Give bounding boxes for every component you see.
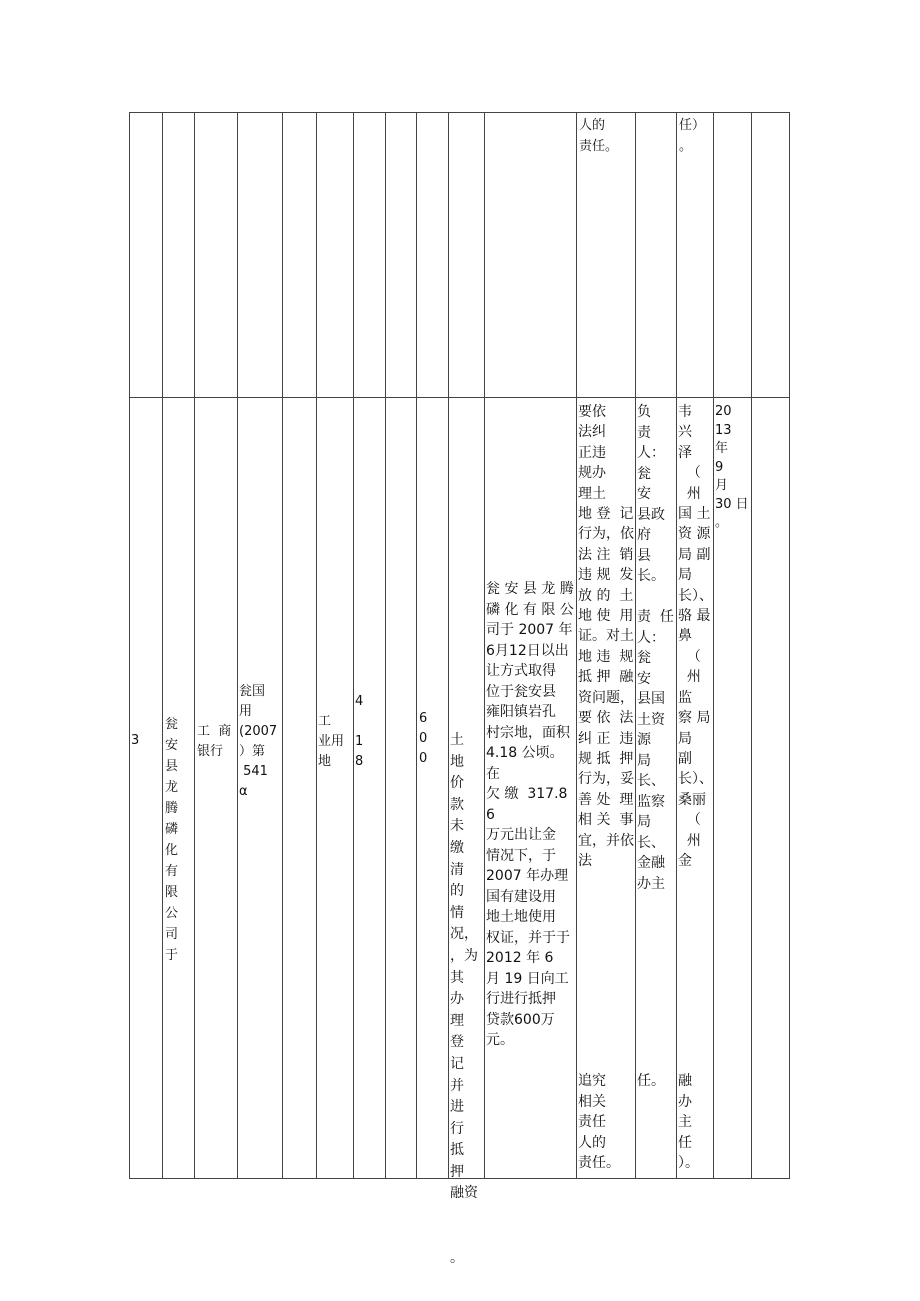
case-details: 瓮 安 县 龙 腾 磷 化 有 限 公 司于 2007 年 6月12日以出 让方式取得 位于瓮安县 雍阳镇岩孔 村宗地，面积 4.18 公顷。在 欠 缴 317.86 万元出让金 情况下，于 2007 年办理 国有建设用 地土地使用 权证，并于于 2012 年 6 月 19 日向工 行进行抵押 贷款600万元。 (486, 581, 574, 1048)
responsible-persons: 负 责 人： 瓮 安 县政 府 县 长。 责 任 人：瓮 安 县国 土资 源 局 长、监察 局 长、金融 办主 (637, 404, 674, 892)
table-border-top (129, 112, 790, 113)
completion-deadline: 20 13 年 9 月 30 日 。 (715, 404, 749, 530)
top-row-measures-tail: 人的 责任。 (579, 118, 619, 154)
col-divider (484, 112, 485, 1179)
col-divider (576, 112, 577, 1179)
col-divider (385, 112, 386, 1179)
land-certificate-number: 瓮国 用 (2007 ）第 541 α (239, 684, 278, 799)
company-name: 瓮 安 县 龙 腾 磷 化 有 限 公 司 于 (165, 717, 179, 963)
col-divider (416, 112, 417, 1179)
col-divider (194, 112, 195, 1179)
col-divider (751, 112, 752, 1179)
lender-bank: 工 商 银行 (197, 724, 232, 759)
row-index: 3 (131, 733, 140, 748)
col-divider (316, 112, 317, 1179)
problem-description: 土 地 价 款 未 缴 清 的 情况， ，为 其 办 理 登 记 并 进 行 抵 押 融资 。 (450, 732, 478, 1267)
rectification-measures-tail: 追究 相关 责任 人的 责任。 (578, 1073, 620, 1171)
col-divider (353, 112, 354, 1179)
table-border-left (129, 112, 130, 1179)
col-divider (162, 112, 163, 1179)
rectification-measures: 要依 法纠 正违 规办 理土 地 登 记 行为，依 法 注 销 违 规 发 放 的 土 地 使 用 证。对土 地 违 规 抵 押 融 资问题， 要 依 法 纠 正 违 规 抵 押 行为，妥 善 处 理 相 关 事 宜，并依 法 (578, 404, 634, 869)
land-use-type: 工 业用 地 (318, 714, 345, 769)
supervising-leaders-tail: 融 办 主 任 ）。 (678, 1073, 699, 1171)
col-divider (282, 112, 283, 1179)
table-border-right (789, 112, 790, 1179)
supervising-leaders: 韦 兴 泽 （ 州 国 土 资 源 局 副 局 长）、 骆 最 鼻 （ 州 监 察 局 局 副 长）、 桑丽 （ 州金 (678, 404, 713, 869)
responsible-persons-tail: 任。 (637, 1073, 665, 1089)
col-divider (237, 112, 238, 1179)
col-divider (448, 112, 449, 1179)
row-divider (129, 397, 790, 398)
top-row-leaders-tail: 任） 。 (679, 118, 706, 154)
loan-amount: 6 0 0 (419, 711, 428, 766)
land-area: 4 1 8 (355, 694, 364, 769)
